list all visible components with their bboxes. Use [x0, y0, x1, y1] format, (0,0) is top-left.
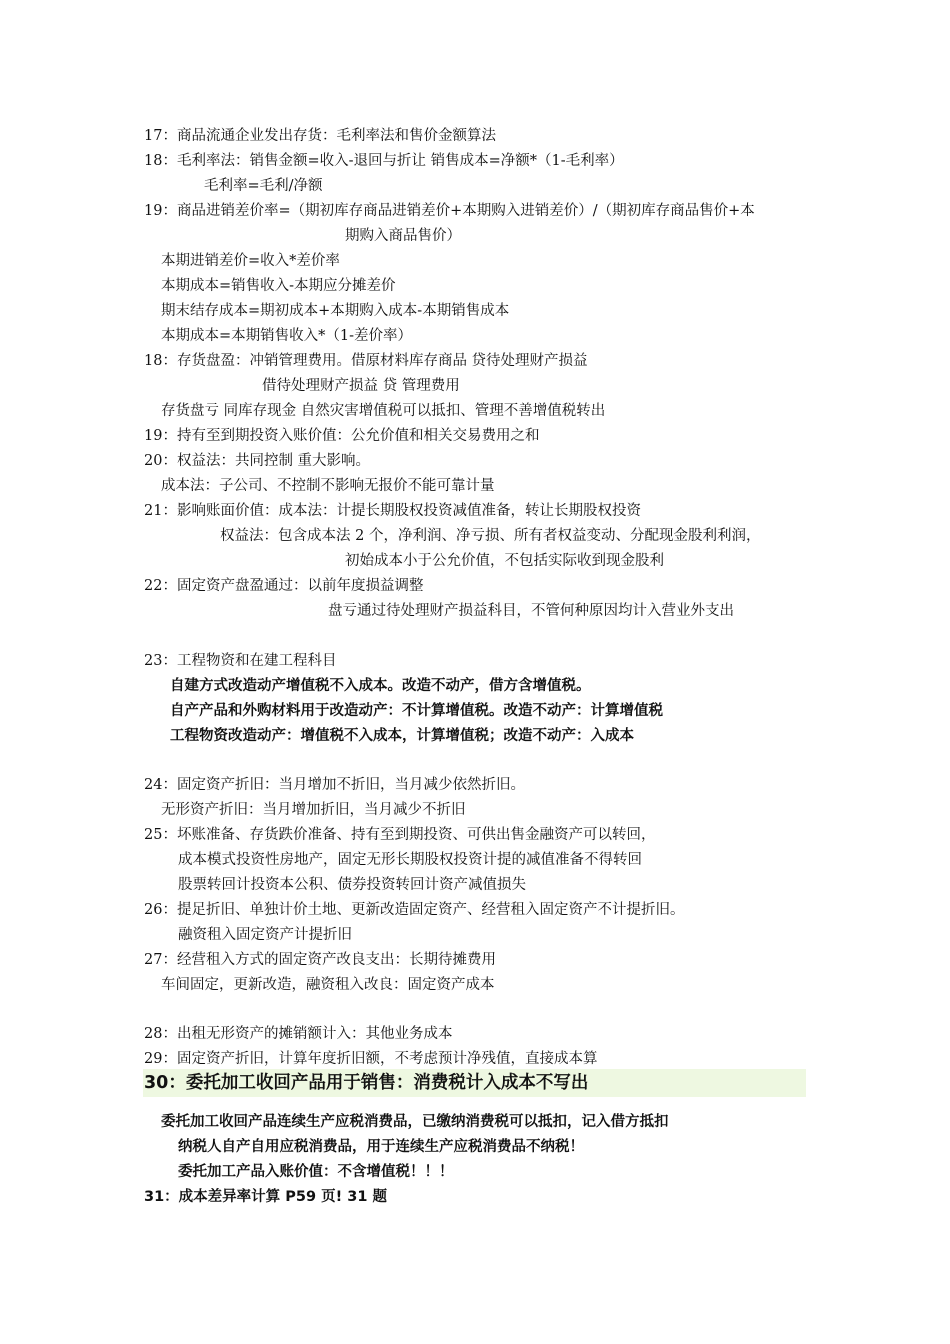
line-22-sub: 盘亏通过待处理财产损益科目，不管何种原因均计入营业外支出: [328, 603, 734, 619]
line-21-sub: 权益法：包含成本法 2 个，净利润、净亏损、所有者权益变动、分配现金股利利润，: [220, 528, 761, 544]
line-18-sub: 毛利率=毛利/净额: [204, 178, 323, 194]
line-21-cont: 初始成本小于公允价值，不包括实际收到现金股利: [345, 553, 664, 569]
line-18: 18：毛利率法：销售金额=收入-退回与折让 销售成本=净额*（1-毛利率）: [144, 153, 624, 169]
line-24: 24：固定资产折旧：当月增加不折旧，当月减少依然折旧。: [144, 777, 525, 793]
line-24-sub: 无形资产折旧：当月增加折旧，当月减少不折旧: [161, 802, 466, 818]
line-23: 23：工程物资和在建工程科目: [144, 653, 337, 669]
line-18b: 18：存货盘盈：冲销管理费用。借原材料库存商品 贷待处理财产损益: [144, 353, 588, 369]
line-21: 21：影响账面价值：成本法：计提长期股权投资减值准备，转让长期股权投资: [144, 503, 641, 519]
line-30-c: 委托加工产品入账价值：不含增值税！！！: [178, 1164, 454, 1180]
line-25: 25：坏账准备、存货跌价准备、持有至到期投资、可供出售金融资产可以转回，: [144, 827, 656, 843]
line-19-a: 本期进销差价=收入*差价率: [161, 253, 340, 269]
line-18b-loss: 存货盘亏 同库存现金 自然灾害增值税可以抵扣、管理不善增值税转出: [161, 403, 606, 419]
line-30: 30：委托加工收回产品用于销售：消费税计入成本不写出: [144, 1073, 589, 1093]
line-23-b: 自产产品和外购材料用于改造动产：不计算增值税。改造不动产：计算增值税: [170, 703, 663, 719]
line-27: 27：经营租入方式的固定资产改良支出：长期待摊费用: [144, 952, 496, 968]
line-28: 28：出租无形资产的摊销额计入：其他业务成本: [144, 1026, 453, 1042]
line-22: 22：固定资产盘盈通过：以前年度损益调整: [144, 578, 424, 594]
line-17: 17：商品流通企业发出存货：毛利率法和售价金额算法: [144, 128, 496, 144]
line-25-a: 成本模式投资性房地产，固定无形长期股权投资计提的减值准备不得转回: [178, 852, 642, 868]
line-19-c: 期末结存成本=期初成本+本期购入成本-本期销售成本: [161, 303, 510, 319]
line-23-a: 自建方式改造动产增值税不入成本。改造不动产，借方含增值税。: [170, 678, 591, 694]
line-19-d: 本期成本=本期销售收入*（1-差价率）: [161, 328, 413, 344]
line-26-sub: 融资租入固定资产计提折旧: [178, 927, 352, 943]
line-26: 26：提足折旧、单独计价土地、更新改造固定资产、经营租入固定资产不计提折旧。: [144, 902, 685, 918]
line-19-b: 本期成本=销售收入-本期应分摊差价: [161, 278, 396, 294]
line-23-c: 工程物资改造动产：增值税不入成本，计算增值税；改造不动产：入成本: [170, 728, 634, 744]
line-20-sub: 成本法：子公司、不控制不影响无报价不能可靠计量: [161, 478, 495, 494]
line-30-b: 纳税人自产自用应税消费品，用于连续生产应税消费品不纳税！: [178, 1139, 584, 1155]
line-31: 31：成本差异率计算 P59 页! 31 题: [144, 1189, 387, 1205]
line-27-sub: 车间固定，更新改造，融资租入改良：固定资产成本: [161, 977, 495, 993]
line-19b: 19：持有至到期投资入账价值：公允价值和相关交易费用之和: [144, 428, 540, 444]
line-25-b: 股票转回计投资本公积、债券投资转回计资产减值损失: [178, 877, 526, 893]
line-30-a: 委托加工收回产品连续生产应税消费品，已缴纳消费税可以抵扣，记入借方抵扣: [161, 1114, 669, 1130]
line-19: 19：商品进销差价率=（期初库存商品进销差价+本期购入进销差价）/（期初库存商品售价+本: [144, 203, 755, 219]
line-29: 29：固定资产折旧，计算年度折旧额，不考虑预计净残值，直接成本算: [144, 1051, 598, 1067]
line-18b-sub: 借待处理财产损益 贷 管理费用: [262, 378, 460, 394]
line-19-cont: 期购入商品售价）: [345, 228, 461, 244]
line-20: 20：权益法：共同控制 重大影响。: [144, 453, 371, 469]
